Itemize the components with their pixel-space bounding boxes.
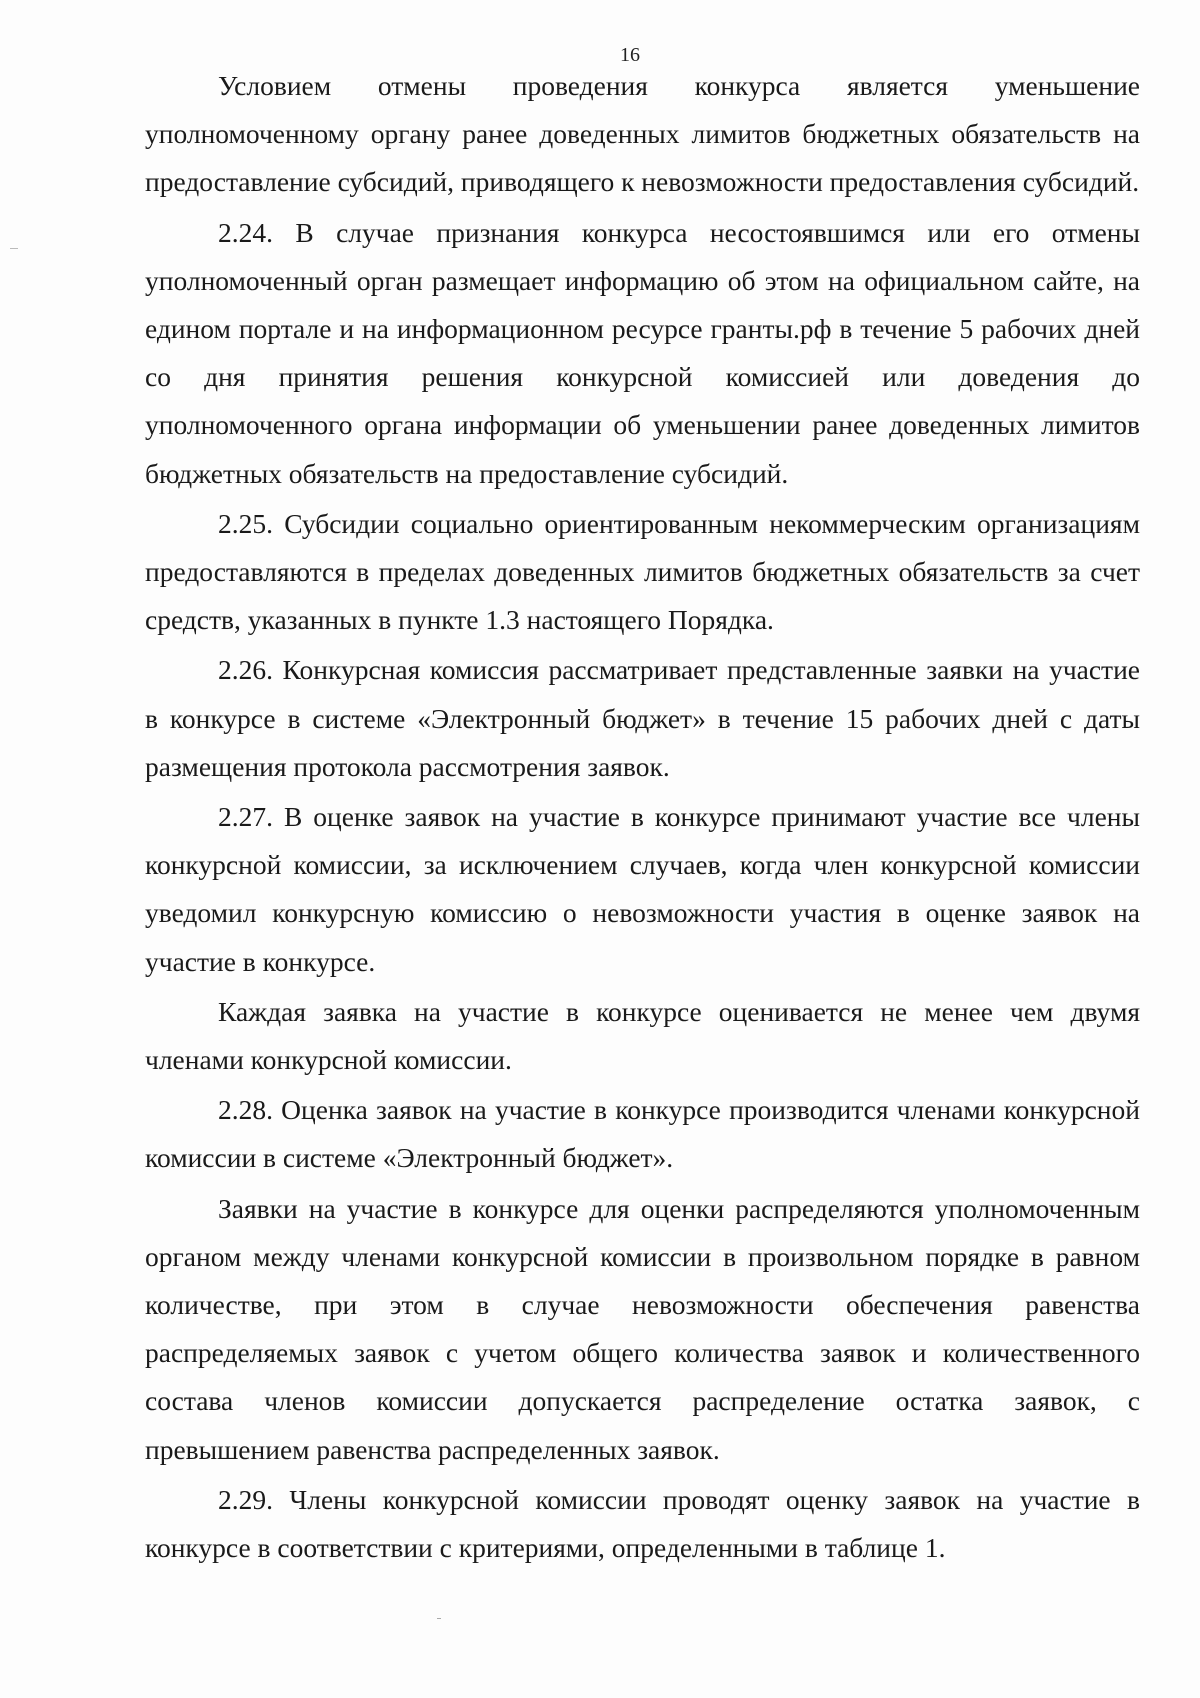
page-number: 16 xyxy=(620,44,640,66)
paragraph-cancellation-condition: Условием отмены проведения конкурса является уменьшение уполномоченному органу ранее доведенных лимитов бюджетных обязательств на предоставление субсидий, приводящего к невозможности предоставления субсидий. xyxy=(145,70,1140,198)
paragraph-each-application: Каждая заявка на участие в конкурсе оценивается не менее чем двумя членами конкурсной комиссии. xyxy=(145,995,1140,1076)
scan-margin-mark xyxy=(10,248,18,249)
paragraph-distribution: Заявки на участие в конкурсе для оценки распределяются уполномоченным органом между членами конкурсной комиссии в произвольном порядке в равном количестве, при этом в случае невозможности обеспечения равенства распределяемых заявок с учетом общего количества заявок и количественного состава членов комиссии допускается распределение остатка заявок, с превышением равенства распределенных заявок. xyxy=(145,1192,1140,1465)
paragraph-2-28: 2.28. Оценка заявок на участие в конкурсе производится членами конкурсной комиссии в системе «Электронный бюджет». xyxy=(145,1094,1140,1174)
paragraph-2-24: 2.24. В случае признания конкурса несостоявшимся или его отмены уполномоченный орган размещает информацию об этом на официальном сайте, на едином портале и на информационном ресурсе гранты.рф в течение 5 рабочих дней со дня принятия решения конкурсной комиссией или доведения до уполномоченного органа информации об уменьшении ранее доведенных лимитов бюджетных обязательств на предоставление субсидий. xyxy=(145,216,1140,489)
document-body xyxy=(145,62,1140,1572)
paragraph-2-26: 2.26. Конкурсная комиссия рассматривает представленные заявки на участие в конкурсе в системе «Электронный бюджет» в течение 15 рабочих дней с даты размещения протокола рассмотрения заявок. xyxy=(145,654,1140,782)
paragraph-2-25: 2.25. Субсидии социально ориентированным некоммерческим организациям предоставляются в пределах доведенных лимитов бюджетных обязательств за счет средств, указанных в пункте 1.3 настоящего Порядка. xyxy=(145,507,1140,636)
scan-bottom-mark xyxy=(437,1618,441,1619)
paragraph-2-27: 2.27. В оценке заявок на участие в конкурсе принимают участие все члены конкурсной комиссии, за исключением случаев, когда член конкурсной комиссии уведомил конкурсную комиссию о невозможности участия в оценке заявок на участие в конкурсе. xyxy=(145,801,1140,977)
paragraph-2-29: 2.29. Члены конкурсной комиссии проводят оценку заявок на участие в конкурсе в соответствии с критериями, определенными в таблице 1. xyxy=(145,1483,1140,1564)
